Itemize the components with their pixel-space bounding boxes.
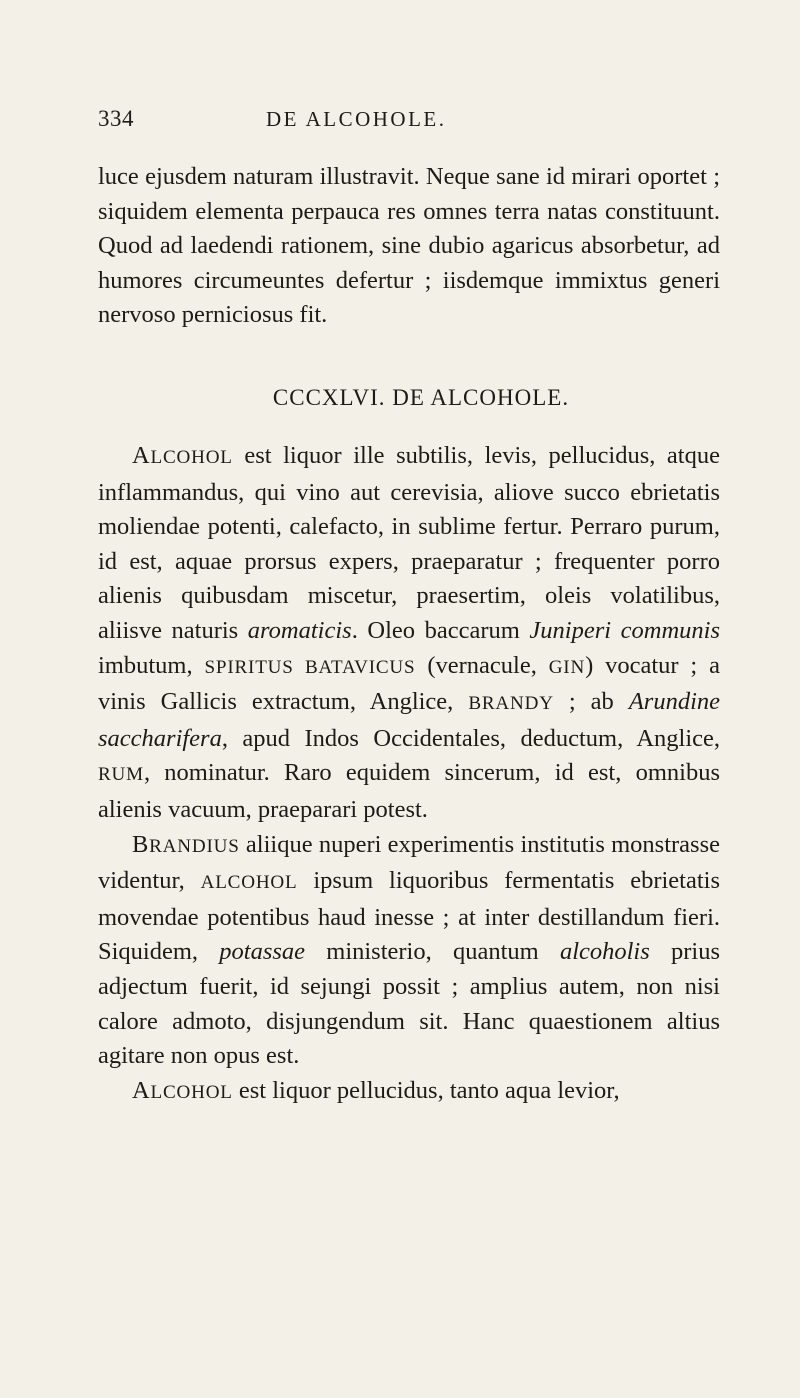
italic-term: aromaticis	[247, 616, 352, 644]
running-head	[98, 106, 720, 142]
lead-word: ALCOHOL	[132, 442, 233, 469]
section-heading: CCCXLVI. DE ALCOHOLE.	[272, 385, 570, 410]
paragraph-alcohol-definition: ALCOHOL est liquor ille subtilis, levis, pellucidus, atque inflammandus, qui vino aut cerevisia, aliove succo ebrietatis moliendae potenti, calefacto, in sublime fertur. Perraro purum, id est, aquae prorsus expers, praeparatur ; frequenter porro alienis quibusdam miscetur, praesertim, oleis volatilibus, aliisve naturis aromaticis. Oleo baccarum Juniperi communis imbutum, SPIRITUS BATAVICUS (vernacule, GIN) vocatur ; a vinis Gallicis extractum, Anglice, BRANDY ; ab Arundine saccharifera, apud Indos Occidentales, deductum, Anglice, RUM, nominatur. Raro equidem sincerum, id est, omnibus alienis vacuum, praeparari potest.	[98, 442, 721, 823]
section-body	[98, 439, 720, 1110]
running-title: DE ALCOHOLE.	[266, 107, 447, 131]
small-caps-term: ALCOHOL	[200, 872, 298, 894]
paragraph-alcohol-properties: ALCOHOL est liquor pellucidus, tanto aqua levior,	[132, 1076, 620, 1104]
page-number: 334	[98, 106, 134, 131]
italic-term: alcoholis	[559, 938, 650, 966]
lead-word: BRANDIUS	[132, 830, 240, 858]
paragraph-brandius: BRANDIUS aliique nuperi experimentis institutis monstrasse videntur, ALCOHOL ipsum liquoribus fermentatis ebrietatis movendae potentibus haud inesse ; at inter destillandum fieri. Siquidem, potassae ministerio, quantum alcoholis prius adjectum fuerit, id sejungi possit ; amplius autem, non nisi calore admoto, disjungendum sit. Hanc quaestionem altius agitare non opus est.	[98, 830, 721, 1070]
small-caps-term: SPIRITUS BATAVICUS	[204, 656, 416, 678]
italic-term: Juniperi communis	[529, 616, 721, 644]
lead-word: ALCOHOL	[132, 1076, 233, 1104]
small-caps-term: GIN	[548, 656, 586, 678]
small-caps-term: BRANDY	[468, 693, 554, 715]
italic-term: potassae	[219, 938, 306, 966]
italic-term: Arundine saccharifera	[98, 688, 720, 752]
carryover-paragraph: luce ejusdem naturam illustravit. Neque sane id mirari oportet ; siquidem elementa perpauca res omnes terra natas constituunt. Quod ad laedendi rationem, sine dubio agaricus absorbetur, ad humores circumeuntes defertur ; iisdemque immixtus generi nervoso perniciosus fit.	[98, 163, 720, 329]
small-caps-term: RUM	[98, 764, 144, 786]
carryover-paragraph-block	[98, 160, 720, 333]
